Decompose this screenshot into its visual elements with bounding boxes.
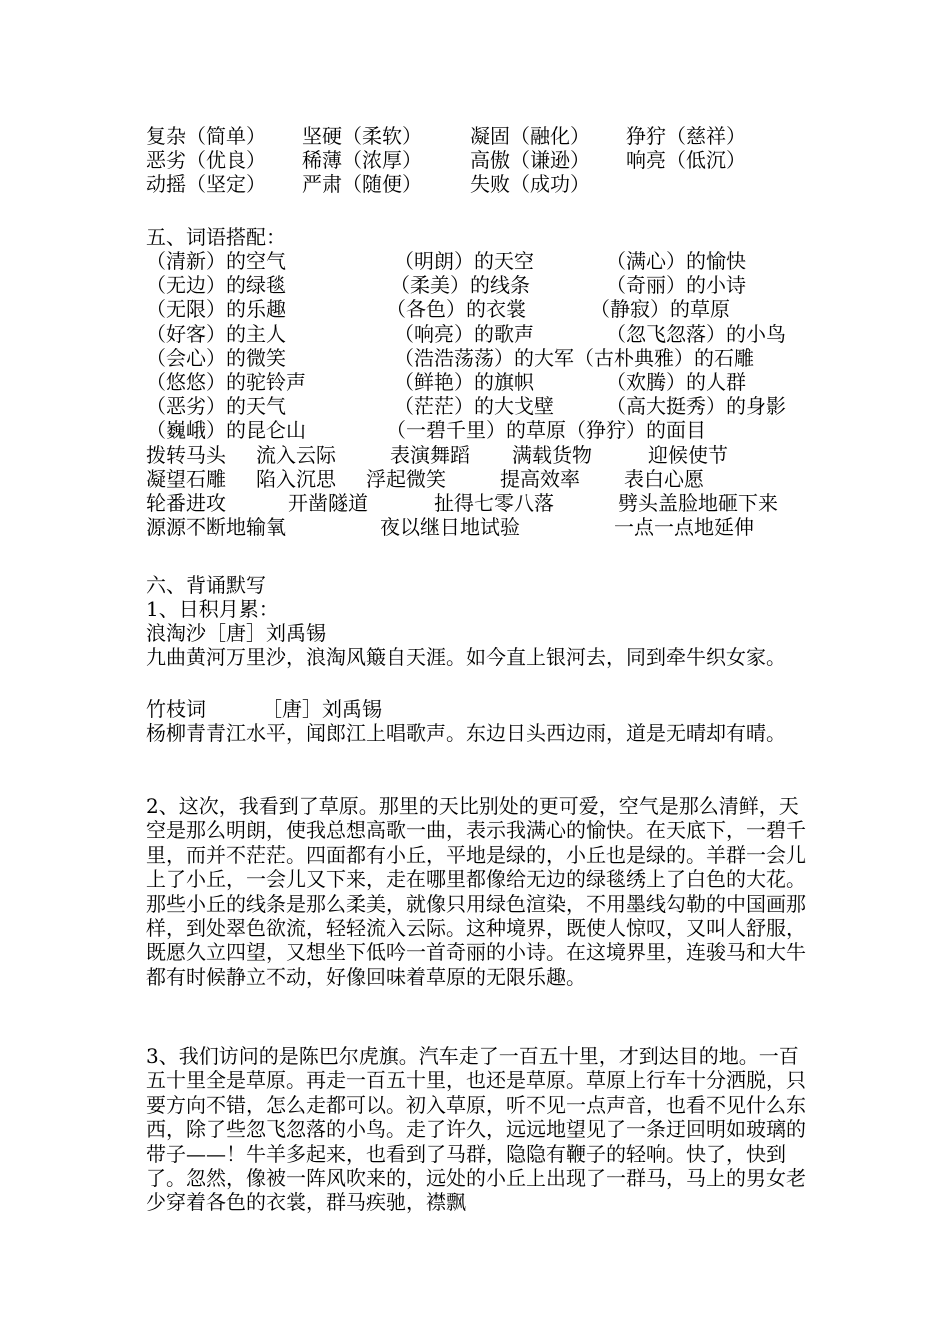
collocation: （柔美）的线条 [390, 273, 530, 297]
section-5-title: 五、词语搭配： [146, 225, 286, 249]
collocation: （明朗）的天空 [394, 249, 534, 273]
collocation: （奇丽）的小诗 [606, 273, 746, 297]
collocation: （静寂）的草原 [590, 297, 730, 321]
antonym-pair: 严肃（随便） [302, 172, 422, 196]
phrase: 提高效率 [500, 467, 580, 491]
antonym-pair: 坚硬（柔软） [302, 124, 422, 148]
passage-2: 2、这次，我看到了草原。那里的天比别处的更可爱，空气是那么清鲜，天空是那么明朗，使我总想高歌一曲，表示我满心的愉快。在天底下，一碧千里，而并不茫茫。四面都有小丘，平地是绿的，小丘也是绿的。羊群一会儿上了小丘，一会儿又下来，走在哪里都像给无边的绿毯绣上了白色的大花。那些小丘的线条是那么柔美，就像只用绿色渲染，不用墨线勾勒的中国画那样，到处翠色欲流，轻轻流入云际。这种境界，既使人惊叹，又叫人舒服，既愿久立四望，又想坐下低吟一首奇丽的小诗。在这境界里，连骏马和大牛都有时候静立不动，好像回味着草原的无限乐趣。 [146, 794, 806, 989]
phrase: 夜以继日地试验 [380, 515, 520, 539]
phrase: 流入云际 [256, 443, 336, 467]
phrase: 表演舞蹈 [390, 443, 470, 467]
passage-3: 3、我们访问的是陈巴尔虎旗。汽车走了一百五十里，才到达目的地。一百五十里全是草原。再走一百五十里，也还是草原。草原上行车十分洒脱，只要方向不错，怎么走都可以。初入草原，听不见一点声音，也看不见什么东西，除了些忽飞忽落的小鸟。走了许久，远远地望见了一条迂回明如玻璃的带子——！牛羊多起来，也看到了马群，隐隐有鞭子的轻响。快了，快到了。忽然，像被一阵风吹来的，远处的小丘上出现了一群马，马上的男女老少穿着各色的衣裳，群马疾驰，襟飘 [146, 1044, 806, 1215]
poem-1-title: 浪淘沙［唐］刘禹锡 [146, 621, 326, 645]
poem-2-author: ［唐］刘禹锡 [262, 697, 382, 721]
collocation: （欢腾）的人群 [606, 370, 746, 394]
antonym-pair: 凝固（融化） [470, 124, 590, 148]
collocation: （一碧千里）的草原（狰狞）的面目 [386, 418, 706, 442]
phrase: 表白心愿 [624, 467, 704, 491]
collocation: （满心）的愉快 [606, 249, 746, 273]
collocation: （好客）的主人 [146, 322, 286, 346]
antonym-pair: 稀薄（浓厚） [302, 148, 422, 172]
collocation: （无限）的乐趣 [146, 297, 286, 321]
poem-2-text: 杨柳青青江水平，闻郎江上唱歌声。东边日头西边雨，道是无晴却有晴。 [146, 721, 786, 745]
collocation: （茫茫）的大戈壁 [394, 394, 554, 418]
phrase: 劈头盖脸地砸下来 [618, 491, 778, 515]
collocation: （各色）的衣裳 [386, 297, 526, 321]
section-6-title: 六、背诵默写 [146, 573, 266, 597]
antonym-pair: 高傲（谦逊） [470, 148, 590, 172]
antonym-pair: 响亮（低沉） [626, 148, 746, 172]
collocation: （鲜艳）的旗帜 [394, 370, 534, 394]
phrase: 拨转马头 [146, 443, 226, 467]
collocation: （恶劣）的天气 [146, 394, 286, 418]
phrase: 满载货物 [512, 443, 592, 467]
phrase: 浮起微笑 [366, 467, 446, 491]
antonym-pair: 狰狞（慈祥） [626, 124, 746, 148]
collocation: （悠悠）的驼铃声 [146, 370, 306, 394]
poem-1-text: 九曲黄河万里沙，浪淘风簸自天涯。如今直上银河去，同到牵牛织女家。 [146, 645, 786, 669]
collocation: （无边）的绿毯 [146, 273, 286, 297]
collocation: （高大挺秀）的身影 [606, 394, 786, 418]
phrase: 轮番进攻 [146, 491, 226, 515]
phrase: 凝望石雕 [146, 467, 226, 491]
collocation: （响亮）的歌声 [394, 322, 534, 346]
antonym-pair: 复杂（简单） [146, 124, 266, 148]
phrase: 开凿隧道 [288, 491, 368, 515]
phrase: 迎候使节 [648, 443, 728, 467]
item-1-title: 1、日积月累： [146, 597, 279, 621]
antonym-pair: 失败（成功） [470, 172, 590, 196]
phrase: 源源不断地输氧 [146, 515, 286, 539]
phrase: 扯得七零八落 [434, 491, 554, 515]
phrase: 陷入沉思 [256, 467, 336, 491]
antonym-pair: 动摇（坚定） [146, 172, 266, 196]
collocation: （巍峨）的昆仑山 [146, 418, 306, 442]
phrase: 一点一点地延伸 [614, 515, 754, 539]
antonym-pair: 恶劣（优良） [146, 148, 266, 172]
collocation: （会心）的微笑 [146, 346, 286, 370]
collocation: （浩浩荡荡）的大军（古朴典雅）的石雕 [394, 346, 754, 370]
poem-2-title: 竹枝词 [146, 697, 206, 721]
collocation: （清新）的空气 [146, 249, 286, 273]
collocation: （忽飞忽落）的小鸟 [606, 322, 786, 346]
